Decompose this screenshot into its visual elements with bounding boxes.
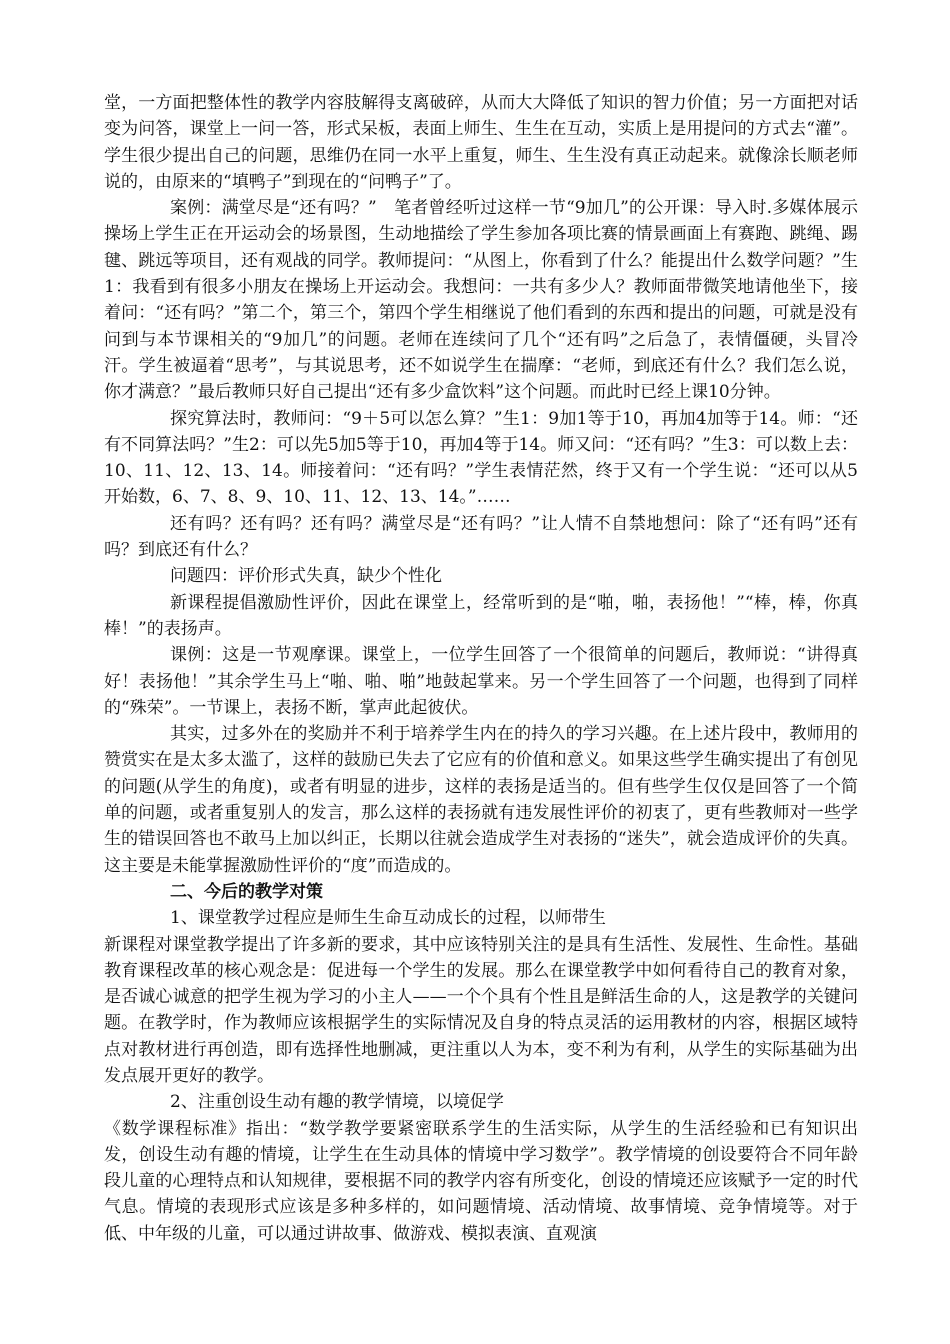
paragraph-case-study: 案例：满堂尽是“还有吗？” 笔者曾经听过这样一节“9加几”的公开课：导入时.多媒体展示操场上学生正在开运动会的场景图，生动地描绘了学生参加各项比赛的情景画面上有赛跑、跳绳、踢毽、跳远等项目，还有观战的同学。教师提问：“从图上，你看到了什么？能提出什么数学问题？”生1：我看到有很多小朋友在操场上开运动会。我想问：一共有多少人？教师面带微笑地请他坐下，接着问：“还有吗？”第二个，第三个，第四个学生相继说了他们看到的东西和提出的问题，可就是没有问到与本节课相关的“9加几”的问题。老师在连续问了几个“还有吗”之后急了，表情僵硬，头冒冷汗。学生被逼着“思考”，与其说思考，还不如说学生在揣摩：“老师，到底还有什么？我们怎么说，你才满意？”最后教师只好自己提出“还有多少盒饮料”这个问题。而此时已经上课10分钟。 [104,198,858,403]
paragraph-strategy-1: 新课程对课堂教学提出了许多新的要求，其中应该特别关注的是具有生活性、发展性、生命性。基础教育课程改革的核心观念是：促进每一个学生的发展。那么在课堂教学中如何看待自己的教育对象，是否诚心诚意的把学生视为学习的小主人——一个个具有个性且是鲜活生命的人，这是教学的关键问题。在教学时，作为教师应该根据学生的实际情况及自身的特点灵活的运用教材的内容，根据区域特点对教材进行再创造，即有选择性地删减，更注重以人为本，变不利为有利，从学生的实际基础为出发点展开更好的教学。 [104,934,858,1086]
problem-four-heading: 问题四：评价形式失真，缺少个性化 [170,566,442,587]
strategy-2-heading: 2、注重创设生动有趣的教学情境，以境促学 [170,1092,504,1113]
paragraph-still-more: 还有吗？还有吗？还有吗？满堂尽是“还有吗？”让人情不自禁地想问：除了“还有吗”还有吗？到底还有什么？ [104,513,858,561]
paragraph-1: 堂，一方面把整体性的教学内容肢解得支离破碎，从而大大降低了知识的智力价值；另一方面把对话变为问答，课堂上一问一答，形式呆板，表面上师生、生生在互动，实质上是用提问的方式去“灌”。学生很少提出自己的问题，思维仍在同一水平上重复，师生、生生没有真正动起来。就像涂长顺老师说的，由原来的“填鸭子”到现在的“问鸭子”了。 [104,93,858,192]
paragraph-algorithm: 探究算法时，教师问：“9＋5可以怎么算？”生1：9加1等于10，再加4加等于14。师：“还有不同算法吗？”生2：可以先5加5等于10，再加4等于14。师又问：“还有吗？”生3：可以数上去：10、11、12、13、14。师接着问：“还有吗？”学生表情茫然，终于又有一个学生说：“还可以从5开始数，6、7、8、9、10、11、12、13、14。”…… [104,408,858,508]
strategy-1-heading: 1、课堂教学过程应是师生生命互动成长的过程，以师带生 [170,908,606,929]
paragraph-praise: 新课程提倡激励性评价，因此在课堂上，经常听到的是“啪，啪，表扬他！”“棒，棒，你真棒！”的表扬声。 [104,592,858,639]
paragraph-lesson-example: 课例：这是一节观摩课。课堂上，一位学生回答了一个很简单的问题后，教师说：“讲得真好！表扬他！”其余学生马上“啪、啪、啪”地鼓起掌来。另一个学生回答了一个问题，也得到了同样的“殊荣”。一节课上，表扬不断，掌声此起彼伏。 [104,645,858,718]
paragraph-strategy-2: 《数学课程标准》指出：“数学教学要紧密联系学生的生活实际，从学生的生活经验和已有知识出发，创设生动有趣的情境，让学生在生动具体的情境中学习数学”。教学情境的创设要符合不同年龄段儿童的心理特点和认知规律，要根据不同的教学内容有所变化，创设的情境还应该赋予一定的时代气息。情境的表现形式应该是多种多样的，如问题情境、活动情境、故事情境、竞争情境等。对于低、中年级的儿童，可以通过讲故事、做游戏、模拟表演、直观演 [104,1118,858,1244]
paragraph-analysis: 其实，过多外在的奖励并不利于培养学生内在的持久的学习兴趣。在上述片段中，教师用的赞赏实在是太多太滥了，这样的鼓励已失去了它应有的价值和意义。如果这些学生确实提出了有创见的问题(从学生的角度)，或者有明显的进步，这样的表扬是适当的。但有些学生仅仅是回答了一个简单的问题，或者重复别人的发言，那么这样的表扬就有违发展性评价的初衷了，更有些教师对一些学生的错误回答也不敢马上加以纠正，长期以往就会造成学生对表扬的“迷失”，就会造成评价的失真。这主要是未能掌握激励性评价的“度”而造成的。 [104,724,858,876]
section-heading: 二、今后的教学对策 [170,881,323,902]
